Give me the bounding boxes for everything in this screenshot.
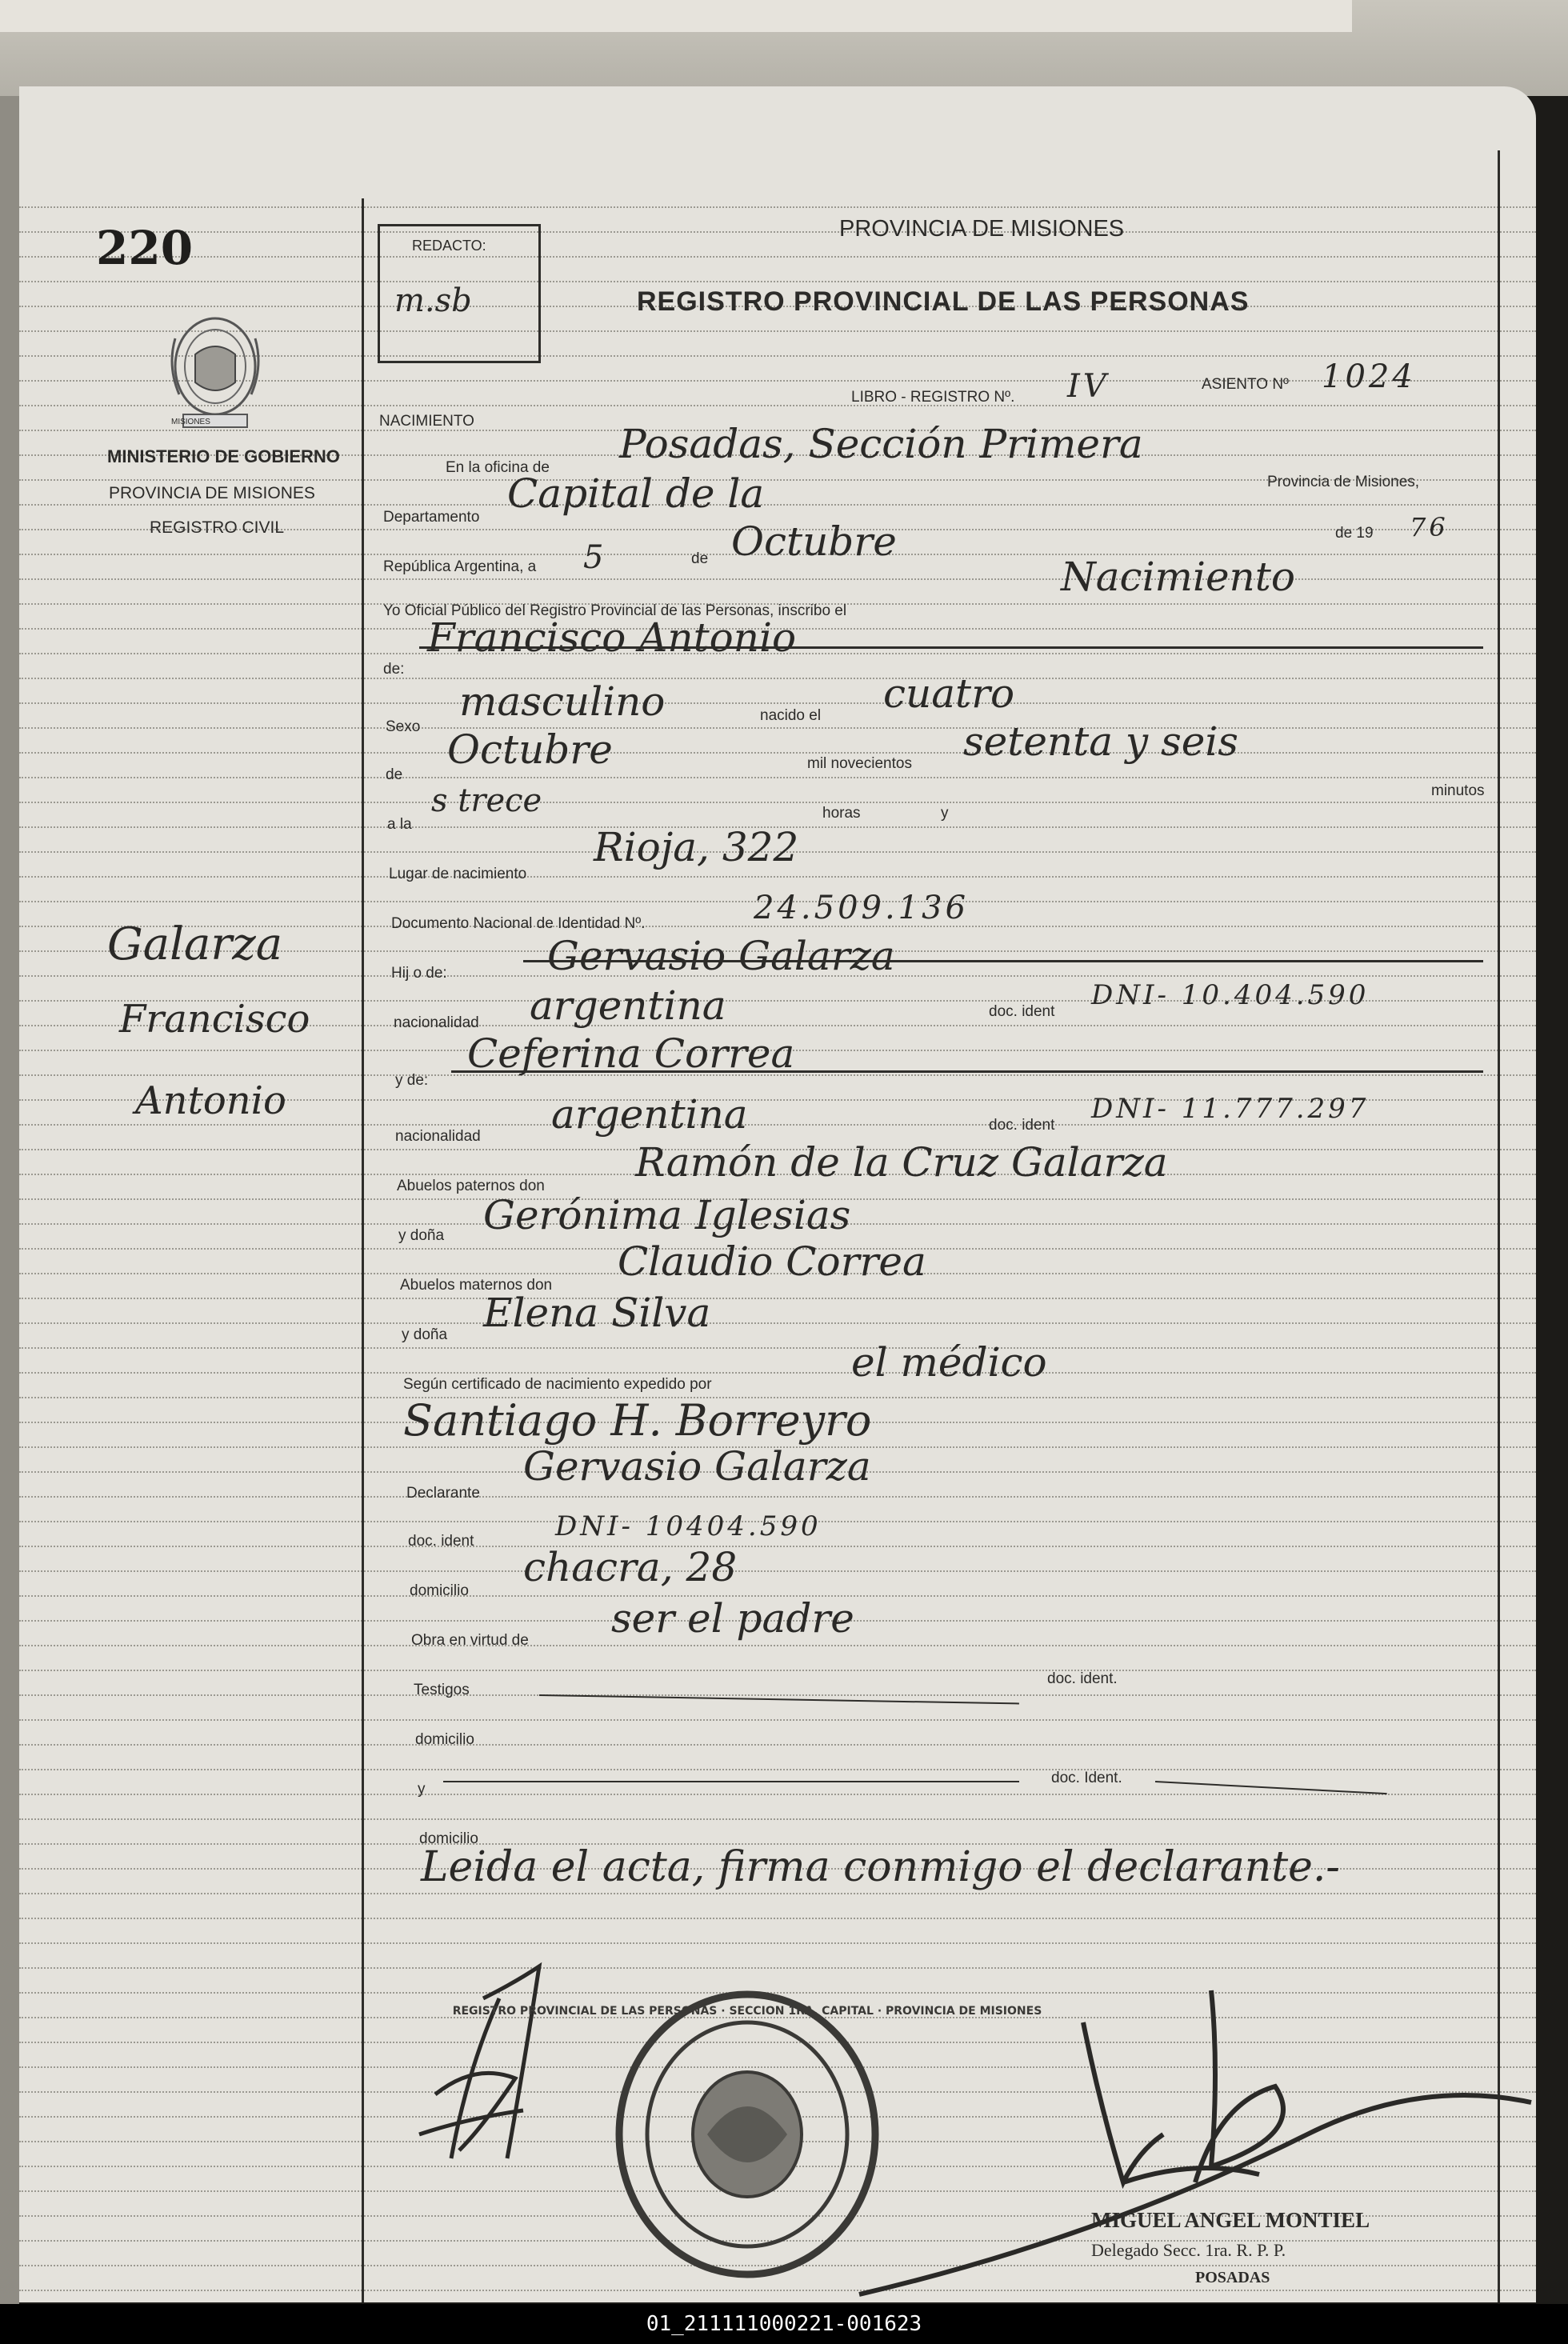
ruled-line	[19, 1298, 1536, 1299]
mil-value: setenta y seis	[963, 718, 1238, 765]
medico-value: Santiago H. Borreyro	[403, 1395, 872, 1446]
y2-label: y	[418, 1781, 426, 1798]
asiento-label: ASIENTO Nº	[1202, 376, 1289, 393]
declarant-signature-icon	[403, 1950, 595, 2190]
ruled-line	[19, 1372, 1536, 1374]
docdecl-label: doc. ident	[408, 1533, 474, 1550]
header-title: REGISTRO PROVINCIAL DE LAS PERSONAS	[637, 286, 1250, 317]
inscribo-label: Yo Oficial Público del Registro Provincial de las Personas, inscribo el	[383, 602, 847, 619]
mil-label: mil novecientos	[807, 755, 912, 772]
ruled-line	[19, 1893, 1536, 1894]
abuelos-paternos-label: Abuelos paternos don	[397, 1178, 545, 1194]
ydona2-value: Elena Silva	[483, 1290, 711, 1336]
nacido-label: nacido el	[760, 707, 822, 724]
nac2-value: argentina	[551, 1091, 748, 1138]
domicilio-label: domicilio	[410, 1582, 469, 1599]
alas-label: a la	[387, 816, 412, 833]
ministry-registry: REGISTRO CIVIL	[150, 518, 285, 537]
lugar-value: Rioja, 322	[594, 824, 799, 870]
lugar-label: Lugar de nacimiento	[389, 866, 527, 882]
ruled-line	[19, 727, 1536, 729]
oficina-label: En la oficina de	[446, 459, 550, 476]
domicilio2-label: domicilio	[415, 1731, 474, 1748]
ruled-line	[19, 281, 1536, 282]
image-filename: 01_211111000221-001623	[0, 2304, 1568, 2344]
nac1-value: argentina	[530, 982, 726, 1029]
month-value: Octubre	[731, 518, 897, 565]
departamento-value: Capital de la	[507, 470, 765, 517]
testigos-doc2-label: doc. Ident.	[1051, 1770, 1122, 1786]
minutos-label: minutos	[1431, 782, 1485, 799]
ruled-line	[19, 752, 1536, 754]
testigos-doc-label: doc. ident.	[1047, 1670, 1118, 1687]
ruled-line	[19, 256, 1536, 258]
year-value: 76	[1410, 512, 1449, 542]
declarante-label: Declarante	[406, 1485, 480, 1502]
ministry-province: PROVINCIA DE MISIONES	[109, 484, 315, 502]
ruled-line	[19, 1496, 1536, 1498]
y-label: y	[941, 805, 949, 822]
mes2-value: Octubre	[447, 726, 613, 773]
domicilio-value: chacra, 28	[523, 1544, 738, 1590]
de2-label: de	[386, 766, 403, 783]
ydona2-label: y doña	[402, 1326, 448, 1343]
ruled-line	[19, 802, 1536, 803]
ydona1-label: y doña	[398, 1227, 445, 1244]
doc1-label: doc. ident	[989, 1003, 1055, 1020]
record-type: NACIMIENTO	[379, 413, 474, 430]
ruled-line	[19, 231, 1536, 233]
obra-label: Obra en virtud de	[411, 1632, 529, 1649]
official-name: MIGUEL ANGEL MONTIEL	[1091, 2208, 1370, 2232]
obra-value: ser el padre	[611, 1595, 854, 1642]
page-number: 220	[96, 221, 194, 275]
seal-text: REGISTRO PROVINCIAL DE LAS PERSONAS · SECCION 1RA. CAPITAL · PROVINCIA DE MISIONES	[452, 2005, 1042, 2018]
madre-value: Ceferina Correa	[467, 1030, 795, 1077]
sexo-value: masculino	[459, 678, 666, 725]
ruled-line	[19, 1744, 1536, 1746]
nac1-label: nacionalidad	[394, 1014, 479, 1031]
year-label: de 19	[1335, 525, 1374, 542]
ruled-line	[19, 876, 1536, 878]
dni-value: 24.509.136	[754, 890, 970, 926]
redacto-box	[378, 224, 541, 363]
horas-label: horas	[822, 805, 861, 822]
docdecl-value: DNI- 10404.590	[555, 1510, 822, 1542]
doc2-value: DNI- 11.777.297	[1091, 1093, 1370, 1125]
inscribo-value: Nacimiento	[1061, 554, 1295, 600]
emblem-label: MISIONES	[171, 418, 210, 426]
ruled-line	[19, 1942, 1536, 1944]
ruled-line	[19, 1694, 1536, 1696]
official-city: POSADAS	[1195, 2269, 1270, 2286]
doc2-label: doc. ident	[989, 1117, 1055, 1134]
ruled-line	[19, 1967, 1536, 1969]
ruled-line	[19, 206, 1536, 208]
madre-underline	[451, 1070, 1483, 1073]
declarante-value: Gervasio Galarza	[523, 1443, 871, 1490]
sexo-label: Sexo	[386, 718, 421, 735]
certificado-label: Según certificado de nacimiento expedido por	[403, 1376, 712, 1393]
nombre-value: Francisco Antonio	[427, 614, 797, 661]
nombre-label: de:	[383, 661, 405, 678]
coat-of-arms-icon	[159, 306, 271, 434]
header-province: PROVINCIA DE MISIONES	[839, 216, 1125, 242]
nombre-underline	[419, 646, 1483, 649]
de-label: de	[691, 550, 709, 567]
ruled-line	[19, 1769, 1536, 1770]
abuelos-maternos-value: Claudio Correa	[618, 1238, 926, 1285]
official-role: Delegado Secc. 1ra. R. P. P.	[1091, 2240, 1286, 2260]
redacto-label: REDACTO:	[412, 238, 486, 254]
ruled-line	[19, 1645, 1536, 1646]
departamento-label: Departamento	[383, 509, 480, 526]
y2-strike	[443, 1781, 1019, 1782]
abuelos-paternos-value: Ramón de la Cruz Galarza	[635, 1139, 1168, 1186]
yde-label: y de:	[395, 1072, 429, 1089]
margin-surname: Galarza	[107, 918, 283, 970]
doc1-value: DNI- 10.404.590	[1091, 979, 1370, 1011]
ruled-line	[19, 1347, 1536, 1349]
oficina-value: Posadas, Sección Primera	[619, 421, 1143, 467]
ruled-line	[19, 578, 1536, 580]
ruled-line	[19, 1546, 1536, 1547]
ruled-line	[19, 1322, 1536, 1324]
ruled-line	[19, 1794, 1536, 1795]
day-value: 5	[583, 539, 607, 576]
dni-label: Documento Nacional de Identidad Nº.	[391, 915, 646, 932]
libro-value: IV	[1067, 368, 1110, 405]
ruled-line	[19, 678, 1536, 679]
alas-value: s trece	[431, 782, 542, 819]
domicilio3-label: domicilio	[419, 1830, 478, 1847]
ruled-line	[19, 702, 1536, 704]
padre-underline	[523, 960, 1483, 962]
ruled-line	[19, 1719, 1536, 1721]
doc2-strike	[1155, 1781, 1387, 1794]
asiento-value: 1024	[1322, 358, 1416, 395]
testigos-label: Testigos	[414, 1682, 470, 1698]
abuelos-maternos-label: Abuelos maternos don	[400, 1277, 553, 1294]
document-page	[19, 86, 1536, 2302]
ruled-line	[19, 777, 1536, 778]
libro-label: LIBRO - REGISTRO Nº.	[851, 389, 1015, 406]
padre-value: Gervasio Galarza	[547, 933, 895, 979]
provincia-label: Provincia de Misiones,	[1267, 474, 1420, 490]
ruled-line	[19, 1670, 1536, 1671]
nacido-value: cuatro	[883, 670, 1015, 717]
ydona1-value: Gerónima Iglesias	[483, 1192, 851, 1238]
certificado-value: el médico	[851, 1339, 1047, 1386]
republica-label: República Argentina, a	[383, 558, 537, 575]
ruled-line	[19, 1918, 1536, 1919]
ruled-line	[19, 504, 1536, 506]
redacto-value: m.sb	[394, 282, 472, 319]
nac2-label: nacionalidad	[395, 1128, 481, 1145]
official-seal-icon	[452, 1982, 1042, 2286]
page-edge	[0, 96, 19, 2304]
hijo-label: Hij o de:	[391, 965, 447, 982]
ruled-line	[19, 1818, 1536, 1820]
ruled-line	[19, 1570, 1536, 1572]
background-sheet	[0, 0, 1352, 32]
margin-middle-name: Antonio	[135, 1078, 286, 1123]
leida-value: Leida el acta, firma conmigo el declarante.-	[421, 1843, 1341, 1891]
ministry-title: MINISTERIO DE GOBIERNO	[107, 446, 340, 466]
left-border-line	[362, 198, 364, 2302]
margin-first-name: Francisco	[119, 997, 310, 1042]
